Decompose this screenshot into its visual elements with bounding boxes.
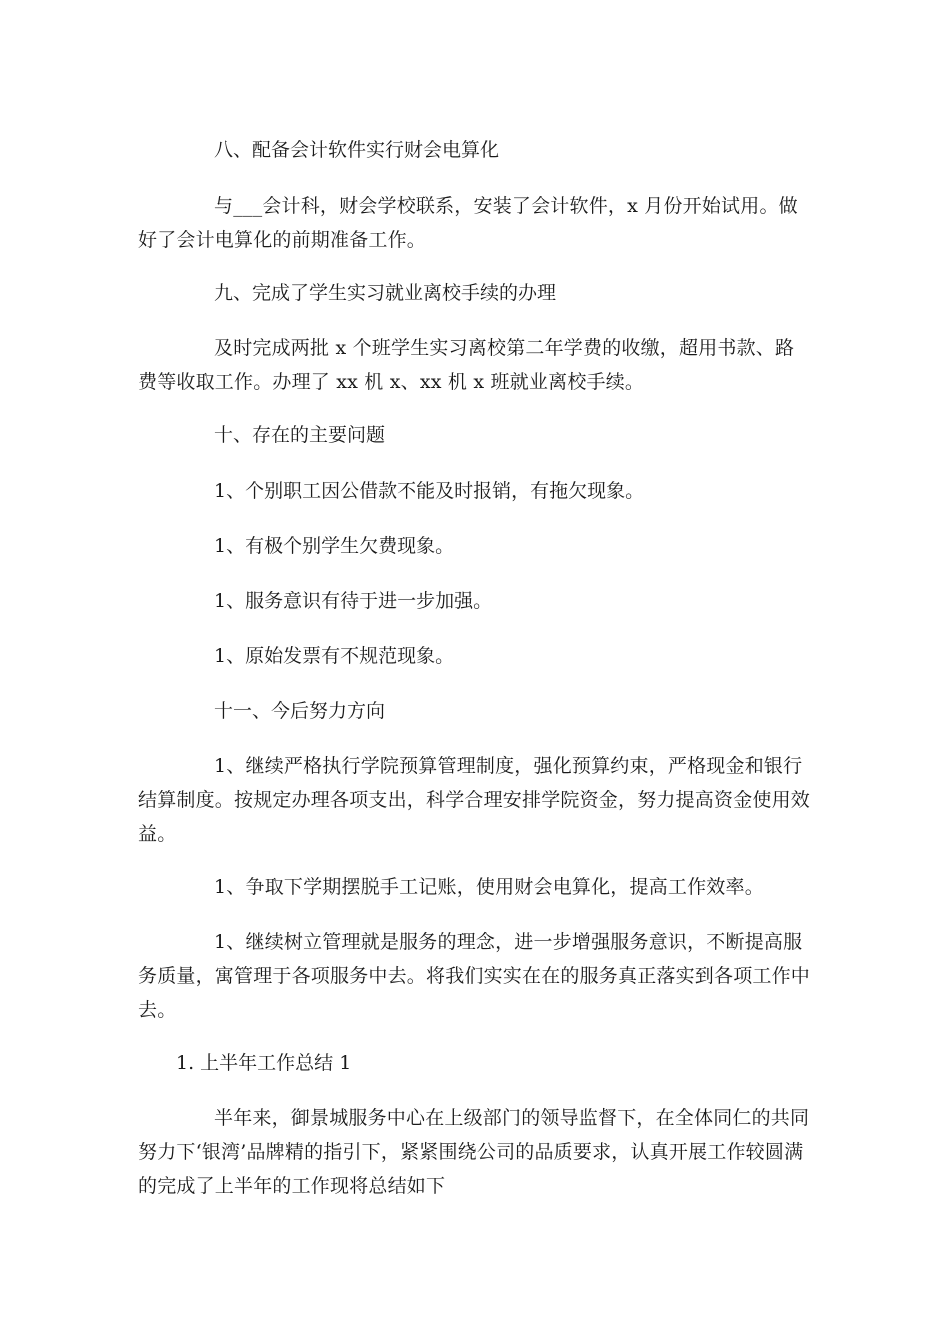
summary-paragraph: 半年来，御景城服务中心在上级部门的领导监督下，在全体同仁的共同努力下‘银湾’品牌精的指引下，紧紧围绕公司的品质要求，认真开展工作较圆满的完成了上半年的工作现将总结如下 [138,1107,810,1197]
problem-item-3: 1、服务意识有待于进一步加强。 [214,590,493,612]
paragraph-8: 与___会计科，财会学校联系，安装了会计软件，x 月份开始试用。做好了会计电算化的前期准备工作。 [138,195,798,251]
subsection-title: 1. 上半年工作总结 1 [176,1052,352,1074]
direction-item-1: 1、继续严格执行学院预算管理制度，强化预算约束，严格现金和银行结算制度。按规定办理各项支出，科学合理安排学院资金，努力提高资金使用效益。 [138,755,811,845]
problem-item-4: 1、原始发票有不规范现象。 [214,645,455,667]
section-heading-9: 九、完成了学生实习就业离校手续的办理 [214,282,557,304]
direction-item-3: 1、继续树立管理就是服务的理念，进一步增强服务意识，不断提高服务质量，寓管理于各项服务中去。将我们实实在在的服务真正落实到各项工作中去。 [138,931,811,1021]
direction-item-2: 1、争取下学期摆脱手工记账，使用财会电算化，提高工作效率。 [214,876,764,898]
problem-item-1: 1、个别职工因公借款不能及时报销，有拖欠现象。 [214,480,645,502]
paragraph-9: 及时完成两批 x 个班学生实习离校第二年学费的收缴，超用书款、路费等收取工作。办理了 xx 机 x、xx 机 x 班就业离校手续。 [138,337,795,393]
section-heading-8: 八、配备会计软件实行财会电算化 [214,139,500,161]
problem-item-2: 1、有极个别学生欠费现象。 [214,535,455,557]
section-heading-11: 十一、今后努力方向 [214,700,386,722]
section-heading-10: 十、存在的主要问题 [214,424,386,446]
